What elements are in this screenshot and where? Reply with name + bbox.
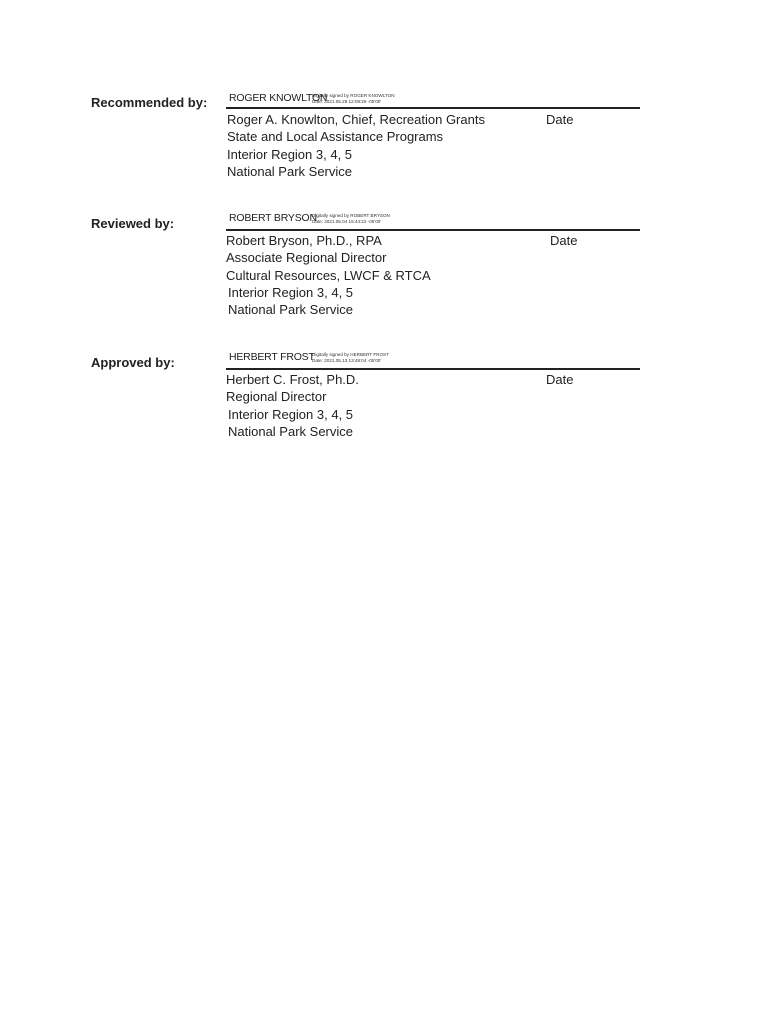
signer-detail-line: State and Local Assistance Programs <box>227 129 444 145</box>
signature-name: HERBERT FROST <box>229 351 315 363</box>
signature-meta-line: Digitally signed by ROBERT BRYSON <box>312 213 390 218</box>
signer-details <box>226 371 359 440</box>
signature-meta <box>312 352 389 364</box>
signature-name: ROBERT BRYSON <box>229 212 317 224</box>
signer-details <box>226 232 431 318</box>
date-label: Date <box>546 112 574 127</box>
signature-meta-line: Date: 2021.05.13 13:48:04 -05'00' <box>312 358 382 363</box>
signer-detail-line: Interior Region 3, 4, 5 <box>227 146 353 162</box>
signer-name-title: Herbert C. Frost, Ph.D. <box>226 372 359 387</box>
signer-details <box>227 111 485 180</box>
signer-detail-line: Cultural Resources, LWCF & RTCA <box>226 267 431 283</box>
signature-line <box>226 229 640 231</box>
signer-detail-line: Interior Region 3, 4, 5 <box>228 284 354 300</box>
date-label: Date <box>546 372 574 387</box>
signature-meta-line: Date: 2021.05.28 12:08:26 -05'00' <box>312 99 382 104</box>
signature-line <box>226 107 640 109</box>
signature-meta-line: Date: 2021.05.04 15:44:22 -05'00' <box>312 219 382 224</box>
signer-detail-line: National Park Service <box>228 302 353 318</box>
signer-name-title: Robert Bryson, Ph.D., RPA <box>226 233 382 248</box>
signature-meta-line: Digitally signed by ROGER KNOWLTON <box>312 93 395 98</box>
signer-detail-line: Regional Director <box>226 389 327 405</box>
signer-detail-line: National Park Service <box>227 163 352 179</box>
date-label: Date <box>550 233 578 248</box>
role-label: Approved by: <box>91 355 175 370</box>
signature-meta <box>312 93 395 105</box>
signature-line <box>226 368 640 370</box>
signer-detail-line: National Park Service <box>228 423 353 439</box>
signer-detail-line: Associate Regional Director <box>226 250 387 266</box>
signature-meta <box>312 213 390 225</box>
signer-detail-line: Interior Region 3, 4, 5 <box>228 406 354 422</box>
signature-name: ROGER KNOWLTON <box>229 92 328 104</box>
signature-meta-line: Digitally signed by HERBERT FROST <box>312 352 389 357</box>
role-label: Reviewed by: <box>91 216 175 231</box>
role-label: Recommended by: <box>91 95 208 110</box>
signer-name-title: Roger A. Knowlton, Chief, Recreation Grants <box>227 112 485 127</box>
